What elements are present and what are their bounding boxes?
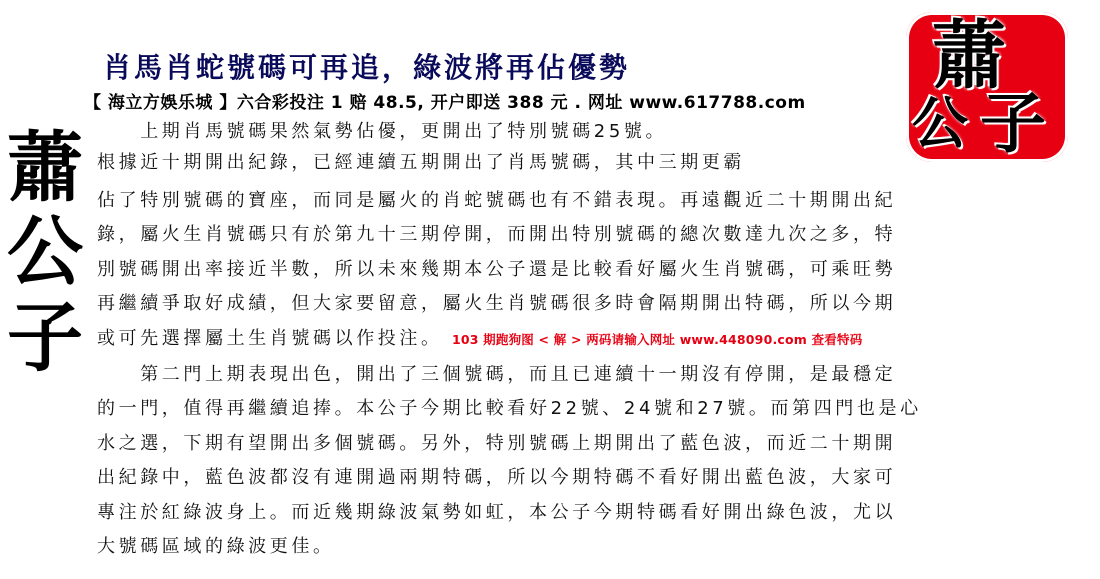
article-headline: 肖馬肖蛇號碼可再追，綠波將再佔優勢 (103, 51, 631, 84)
paragraph-line: 出紀錄中，藍色波都沒有連開過兩期特碼，所以今期特碼不看好開出藍色波，大家可 (97, 467, 897, 488)
paragraph-line: 專注於紅綠波身上。而近幾期綠波氣勢如虹，本公子今期特碼看好開出綠色波，尤以 (97, 502, 897, 523)
side-name-char: 子 (7, 293, 83, 382)
side-name-char: 蕭 (7, 123, 83, 212)
paragraph-line: 第二門上期表現出色，開出了三個號碼，而且已連續十一期沒有停開，是最穩定 (97, 364, 897, 385)
paragraph-line: 的一門，值得再繼續追捧。本公子今期比較看好22號、24號和27號。而第四門也是心 (97, 398, 922, 419)
inline-ad-link[interactable]: 103 期跑狗图 < 解 > 两码请输入网址 www.448090.com 查看特码 (451, 332, 863, 347)
sponsor-ad-line: 【 海立方娛乐城 】六合彩投注 1 赔 48.5, 开户即送 388 元 . 网址 www.617788.com (84, 93, 806, 113)
side-name-char: 公 (7, 207, 83, 296)
logo-char: 公 (912, 91, 968, 157)
logo-char: 蕭 (932, 13, 1006, 99)
side-pen-name (2, 123, 88, 388)
paragraph-line: 佔了特別號碼的寶座，而同是屬火的肖蛇號碼也有不錯表現。再遠觀近二十期開出紀 (97, 190, 897, 211)
paragraph-line: 根據近十期開出紀錄，已經連續五期開出了肖馬號碼，其中三期更霸 (97, 152, 745, 173)
logo-char: 子 (980, 84, 1046, 162)
paragraph-line: 大號碼區域的綠波更佳。 (97, 536, 335, 557)
paragraph-line (97, 325, 1047, 354)
paragraph-line: 上期肖馬號碼果然氣勢佔優，更開出了特別號碼25號。 (97, 121, 668, 142)
paragraph-line: 錄，屬火生肖號碼只有於第九十三期停開，而開出特別號碼的總次數達九次之多，特 (97, 224, 897, 245)
paragraph-line: 再繼續爭取好成績，但大家要留意，屬火生肖號碼很多時會隔期開出特碼，所以今期 (97, 293, 897, 314)
paragraph-line: 水之選，下期有望開出多個號碼。另外，特別號碼上期開出了藍色波，而近二十期開 (97, 433, 897, 454)
paragraph-last-line: 或可先選擇屬土生肖號碼以作投注。 (97, 328, 443, 349)
paragraph-line: 別號碼開出率接近半數，所以未來幾期本公子還是比較看好屬火生肖號碼，可乘旺勢 (97, 259, 897, 280)
